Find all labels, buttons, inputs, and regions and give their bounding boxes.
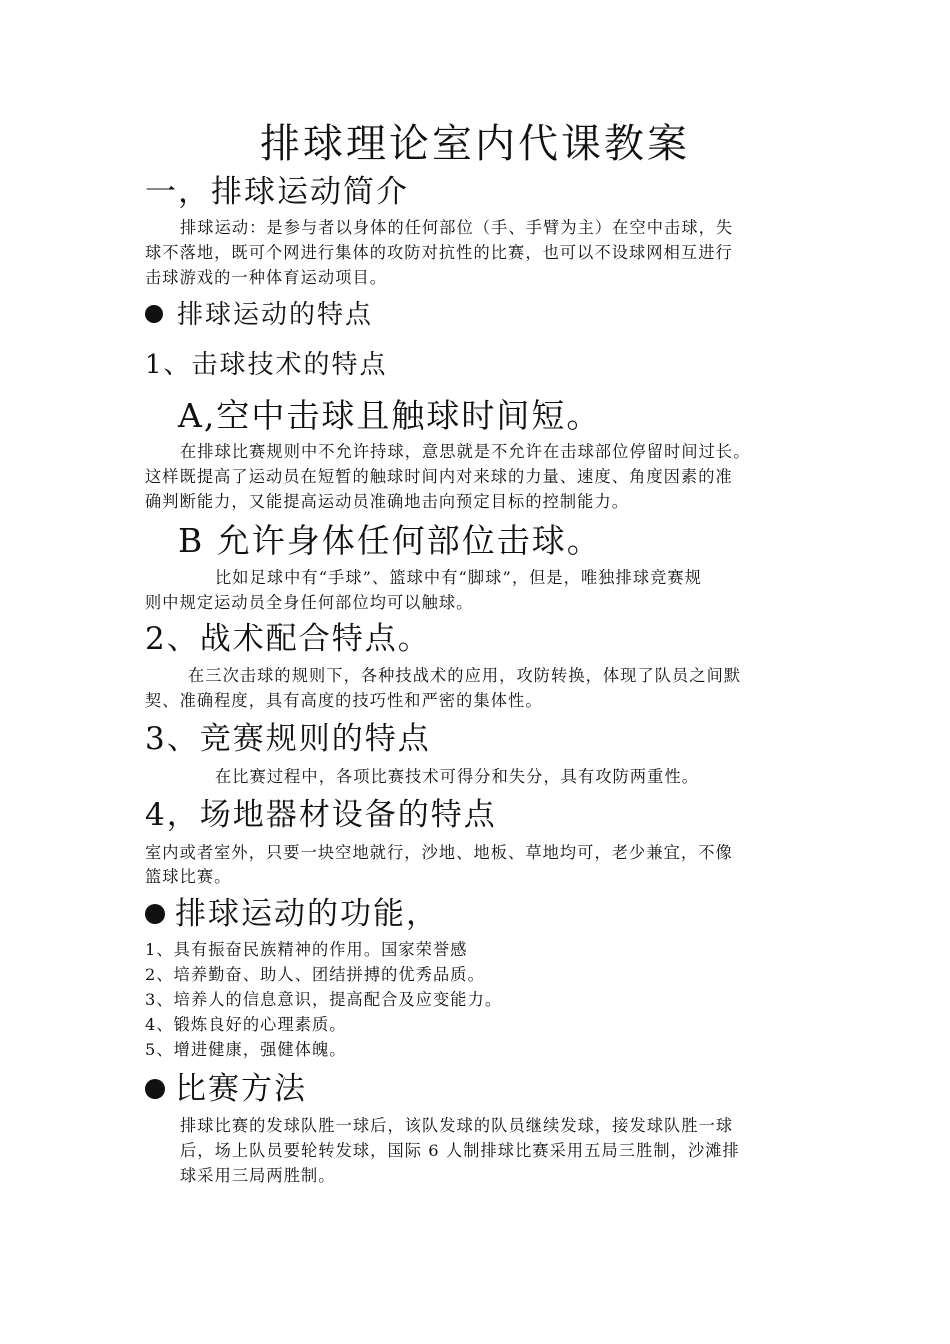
method-paragraph-line: 球采用三局两胜制。 [180, 1166, 336, 1185]
function-list-item: 4、锻炼良好的心理素质。 [145, 1015, 347, 1034]
section-heading-intro: 一，排球运动简介 [145, 174, 409, 210]
function-list-item: 1、具有振奋民族精神的作用。国家荣誉感 [145, 940, 468, 959]
bullet-icon [145, 1079, 165, 1099]
features-heading [145, 298, 373, 332]
feature-4-paragraph-line: 室内或者室外，只要一块空地就行，沙地、地板、草地均可，老少兼宜，不像 [145, 843, 733, 862]
feature-3-heading: 3、竞赛规则的特点 [145, 721, 431, 757]
features-heading-text: 排球运动的特点 [177, 300, 374, 330]
method-paragraph-line: 排球比赛的发球队胜一球后，该队发球的队员继续发球，接发球队胜一球 [180, 1116, 734, 1135]
feature-1b-heading: B 允许身体任何部位击球。 [178, 521, 602, 560]
intro-paragraph-line: 击球游戏的一种体育运动项目。 [145, 268, 388, 287]
feature-4-heading: 4，场地器材设备的特点 [145, 797, 497, 833]
feature-1a-heading: A,空中击球且触球时间短。 [178, 396, 602, 435]
method-heading-text: 比赛方法 [175, 1071, 307, 1107]
bullet-icon [145, 305, 163, 323]
feature-3-paragraph-line: 在比赛过程中，各项比赛技术可得分和失分，具有攻防两重性。 [215, 767, 700, 786]
functions-heading-text: 排球运动的功能， [175, 896, 439, 932]
function-list-item: 5、增进健康，强健体魄。 [145, 1040, 347, 1059]
feature-1b-paragraph-line: 比如足球中有“手球”、篮球中有“脚球”，但是，唯独排球竞赛规 [215, 568, 702, 587]
feature-1b-paragraph-line: 则中规定运动员全身任何部位均可以触球。 [145, 593, 474, 612]
page-title: 排球理论室内代课教案 [260, 121, 690, 167]
feature-1a-paragraph-line: 这样既提高了运动员在短暂的触球时间内对来球的力量、速度、角度因素的准 [145, 467, 733, 486]
method-paragraph-line: 后，场上队员要轮转发球，国际 6 人制排球比赛采用五局三胜制，沙滩排 [180, 1141, 740, 1160]
function-list-item: 2、培养勤奋、助人、团结拼搏的优秀品质。 [145, 965, 485, 984]
bullet-icon [145, 904, 165, 924]
intro-paragraph-line: 球不落地，既可个网进行集体的攻防对抗性的比赛，也可以不设球网相互进行 [145, 243, 733, 262]
function-list-item: 3、培养人的信息意识，提高配合及应变能力。 [145, 990, 503, 1009]
feature-2-heading: 2、战术配合特点。 [145, 621, 431, 657]
feature-1a-paragraph-line: 在排球比赛规则中不允许持球，意思就是不允许在击球部位停留时间过长。 [180, 442, 751, 461]
feature-4-paragraph-line: 篮球比赛。 [145, 867, 232, 886]
feature-1-heading: 1、击球技术的特点 [145, 350, 388, 380]
functions-heading [145, 894, 439, 934]
feature-1a-paragraph-line: 确判断能力，又能提高运动员准确地击向预定目标的控制能力。 [145, 492, 630, 511]
intro-paragraph-line: 排球运动：是参与者以身体的任何部位（手、手臂为主）在空中击球，失 [180, 218, 734, 237]
feature-2-paragraph-line: 在三次击球的规则下，各种技战术的应用，攻防转换，体现了队员之间默 [188, 666, 742, 685]
method-heading [145, 1069, 307, 1109]
feature-2-paragraph-line: 契、准确程度，具有高度的技巧性和严密的集体性。 [145, 691, 543, 710]
